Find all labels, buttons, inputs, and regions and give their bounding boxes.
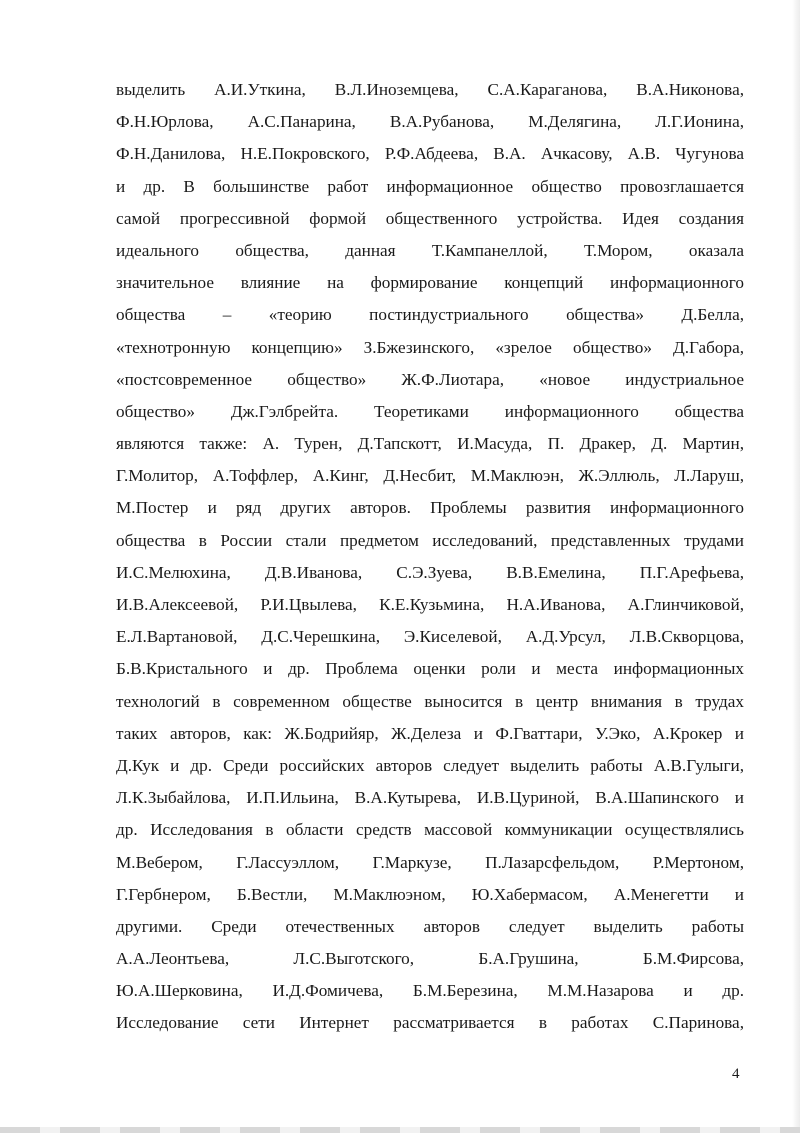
text-line: таких авторов, как: Ж.Бодрийяр, Ж.Делеза и Ф.Гваттари, У.Эко, А.Крокер и — [116, 723, 744, 743]
text-line: общество» Дж.Гэлбрейта. Теоретиками информационного общества — [116, 401, 744, 421]
text-line: выделить А.И.Уткина, В.Л.Иноземцева, С.А.Караганова, В.А.Никонова, — [116, 80, 744, 99]
text-line: общества – «теорию постиндустриального общества» Д.Белла, — [116, 305, 744, 325]
page-number: 4 — [732, 1066, 740, 1082]
document-body — [116, 74, 744, 1040]
text-line: Ф.Н.Юрлова, А.С.Панарина, В.А.Рубанова, М.Делягина, Л.Г.Ионина, — [116, 112, 744, 132]
text-line: А.А.Леонтьева, Л.С.Выготского, Б.А.Грушина, Б.М.Фирсова, — [116, 949, 744, 969]
scan-edge-shadow — [792, 0, 800, 1133]
text-line: Ф.Н.Данилова, Н.Е.Покровского, Р.Ф.Абдеева, В.А. Ачкасову, А.В. Чугунова — [116, 144, 744, 164]
text-line: самой прогрессивной формой общественного устройства. Идея создания — [116, 208, 744, 228]
text-line: «технотронную концепцию» З.Бжезинского, «зрелое общество» Д.Габора, — [116, 337, 744, 357]
text-line: другими. Среди отечественных авторов следует выделить работы — [116, 916, 744, 936]
text-line: общества в России стали предметом исследований, представленных трудами — [116, 530, 744, 550]
text-line: Г.Гербнером, Б.Вестли, М.Маклюэном, Ю.Хабермасом, А.Менегетти и — [116, 884, 744, 904]
text-line: М.Постер и ряд других авторов. Проблемы развития информационного — [116, 498, 744, 518]
text-line: Ю.А.Шерковина, И.Д.Фомичева, Б.М.Березина, М.М.Назарова и др. — [116, 981, 744, 1001]
text-line: Л.К.Зыбайлова, И.П.Ильина, В.А.Кутырева, И.В.Цуриной, В.А.Шапинского и — [116, 788, 744, 808]
text-line: «постсовременное общество» Ж.Ф.Лиотара, «новое индустриальное — [116, 369, 744, 389]
text-line: Е.Л.Вартановой, Д.С.Черешкина, Э.Киселевой, А.Д.Урсул, Л.В.Скворцова, — [116, 627, 744, 647]
text-line: И.В.Алексеевой, Р.И.Цвылева, К.Е.Кузьмина, Н.А.Иванова, А.Глинчиковой, — [116, 595, 744, 614]
text-line: Исследование сети Интернет рассматривается в работах С.Паринова, — [116, 1013, 744, 1033]
text-line: Г.Молитор, А.Тоффлер, А.Кинг, Д.Несбит, М.Маклюэн, Ж.Эллюль, Л.Ларуш, — [116, 466, 744, 486]
text-line: Б.В.Кристального и др. Проблема оценки роли и места информационных — [116, 659, 744, 679]
text-line: М.Вебером, Г.Лассуэллом, Г.Маркузе, П.Лазарсфельдом, Р.Мертоном, — [116, 852, 744, 872]
text-line: идеального общества, данная Т.Кампанеллой, Т.Мором, оказала — [116, 240, 744, 260]
text-line: Д.Кук и др. Среди российских авторов следует выделить работы А.В.Гулыги, — [116, 755, 744, 775]
text-line: являются также: А. Турен, Д.Тапскотт, И.Масуда, П. Дракер, Д. Мартин, — [116, 434, 744, 454]
text-line: значительное влияние на формирование концепций информационного — [116, 273, 744, 293]
scan-bottom-edge — [0, 1127, 800, 1133]
text-line: технологий в современном обществе выносится в центр внимания в трудах — [116, 691, 744, 711]
text-line: И.С.Мелюхина, Д.В.Иванова, С.Э.Зуева, В.В.Емелина, П.Г.Арефьева, — [116, 562, 744, 582]
text-line: др. Исследования в области средств массовой коммуникации осуществлялись — [116, 820, 744, 840]
text-line: и др. В большинстве работ информационное общество провозглашается — [116, 176, 744, 196]
